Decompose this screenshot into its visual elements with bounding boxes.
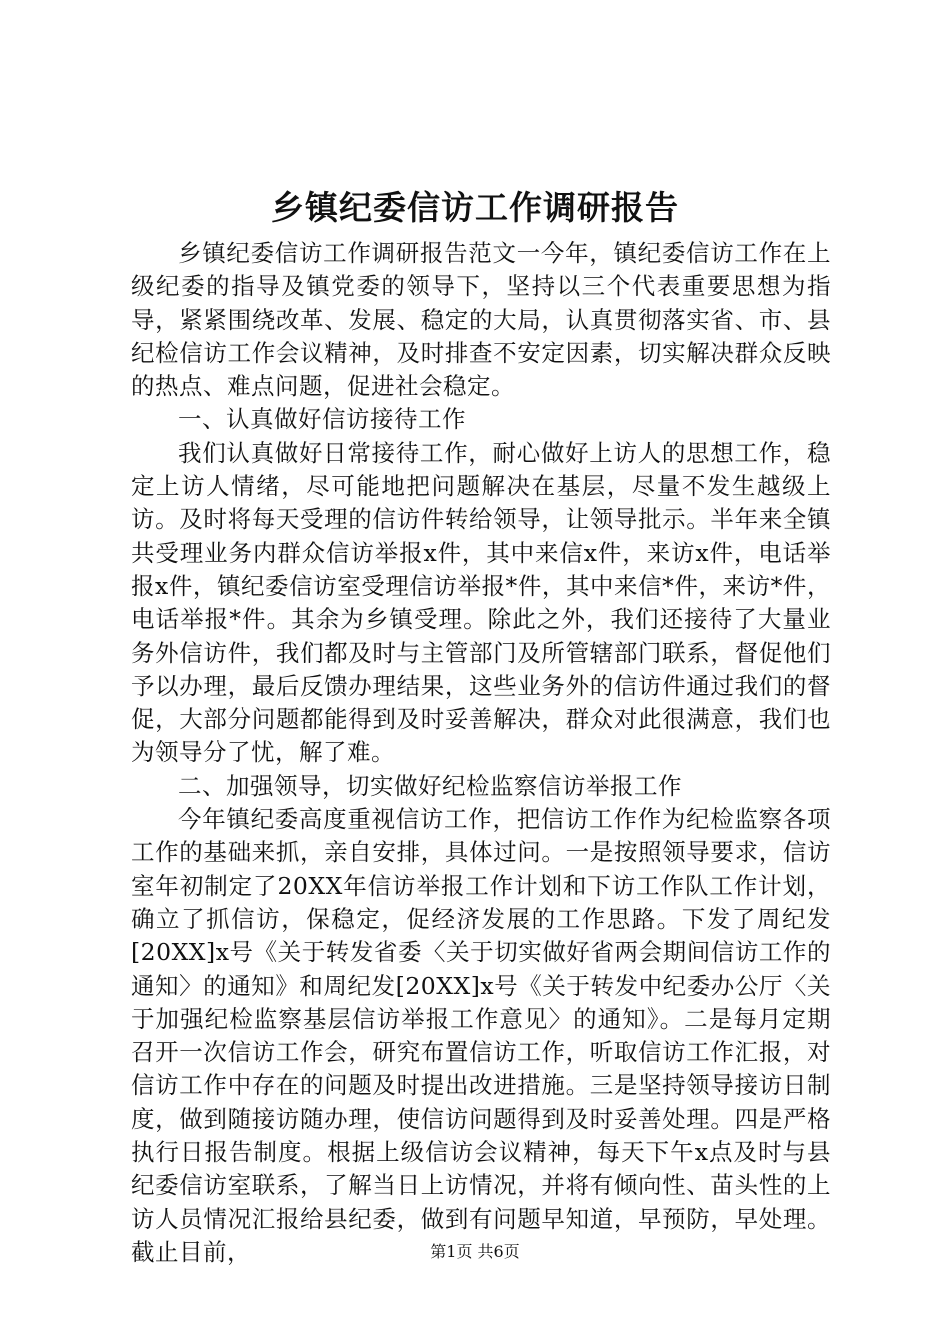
section-heading-1: 一、认真做好信访接待工作 — [178, 405, 466, 434]
paragraph-section-2: 今年镇纪委高度重视信访工作，把信访工作作为纪检监察各项工作的基础来抓，亲自安排，具体过问。一是按照领导要求，信访室年初制定了20XX年信访举报工作计划和下访工作队工作计划，确立了抓信访，保稳定，促经济发展的工作思路。下发了周纪发[20XX]x号《关于转发省委〈关于切实做好省两会期间信访工作的通知〉的通知》和周纪发[20XX]x号《关于转发中纪委办公厅〈关于加强纪检监察基层信访举报工作意见〉的通知》。二是每月定期召开一次信访工作会，研究布置信访工作，听取信访工作汇报，对信访工作中存在的问题及时提出改进措施。三是坚持领导接访日制度，做到随接访随办理，使信访问题得到及时妥善处理。四是严格执行日报告制度。根据上级信访会议精神，每天下午x点及时与县纪委信访室联系，了解当日上访情况，并将有倾向性、苗头性的上访人员情况汇报给县纪委，做到有问题早知道，早预防，早处理。截止目前， — [131, 805, 831, 1266]
paragraph-intro: 乡镇纪委信访工作调研报告范文一今年，镇纪委信访工作在上级纪委的指导及镇党委的领导下，坚持以三个代表重要思想为指导，紧紧围绕改革、发展、稳定的大局，认真贯彻落实省、市、县纪检信访工作会议精神，及时排查不安定因素，切实解决群众反映的热点、难点问题，促进社会稳定。 — [131, 239, 831, 401]
paragraph-section-1: 我们认真做好日常接待工作，耐心做好上访人的思想工作，稳定上访人情绪，尽可能地把问题解决在基层，尽量不发生越级上访。及时将每天受理的信访件转给领导，让领导批示。半年来全镇共受理业务内群众信访举报x件，其中来信x件，来访x件，电话举报x件，镇纪委信访室受理信访举报*件，其中来信*件，来访*件，电话举报*件。其余为乡镇受理。除此之外，我们还接待了大量业务外信访件，我们都及时与主管部门及所管辖部门联系，督促他们予以办理，最后反馈办理结果，这些业务外的信访件通过我们的督促，大部分问题都能得到及时妥善解决，群众对此很满意，我们也为领导分了忧，解了难。 — [131, 438, 831, 767]
document-title: 乡镇纪委信访工作调研报告 — [271, 188, 679, 227]
page-footer: 第1页 共6页 — [430, 1242, 520, 1261]
document-body — [131, 237, 831, 1269]
section-heading-2: 二、加强领导，切实做好纪检监察信访举报工作 — [178, 771, 682, 800]
